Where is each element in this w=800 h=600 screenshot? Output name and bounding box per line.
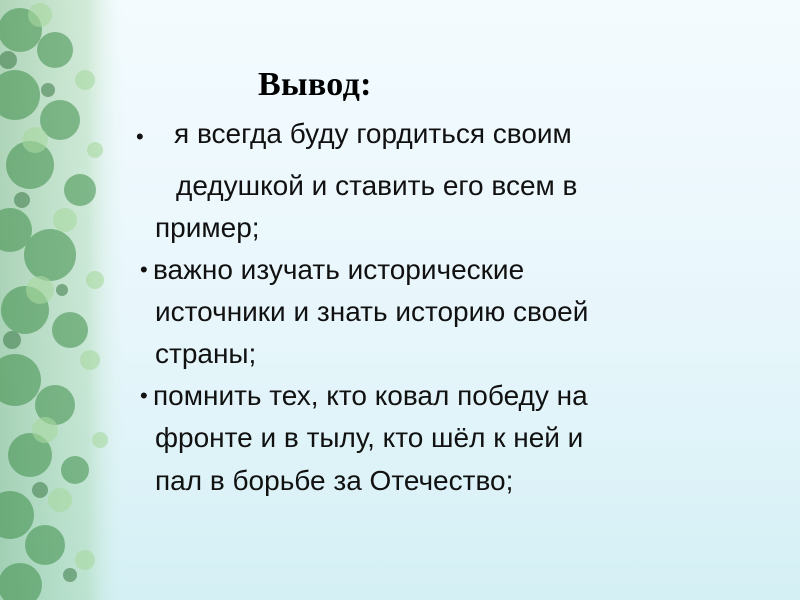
slide-title: Вывод: [258, 66, 372, 103]
conclusion-line: я всегда буду гордиться своим [174, 118, 572, 149]
conclusion-line: пример; [155, 212, 260, 243]
conclusion-line: дедушкой и ставить его всем в [176, 170, 578, 201]
bullet-marker: • [140, 383, 148, 408]
conclusion-line: источники и знать историю своей [155, 296, 589, 327]
bullet-marker: • [136, 124, 144, 149]
conclusion-line: помнить тех, кто ковал победу на [153, 380, 588, 411]
conclusion-line: пал в борьбе за Отечество; [155, 465, 514, 496]
conclusion-line: фронте и в тылу, кто шёл к ней и [155, 422, 584, 453]
tree-foliage-decoration [0, 0, 125, 600]
conclusion-line: важно изучать исторические [153, 254, 525, 285]
bullet-marker: • [140, 257, 148, 282]
conclusion-line: страны; [155, 338, 257, 369]
